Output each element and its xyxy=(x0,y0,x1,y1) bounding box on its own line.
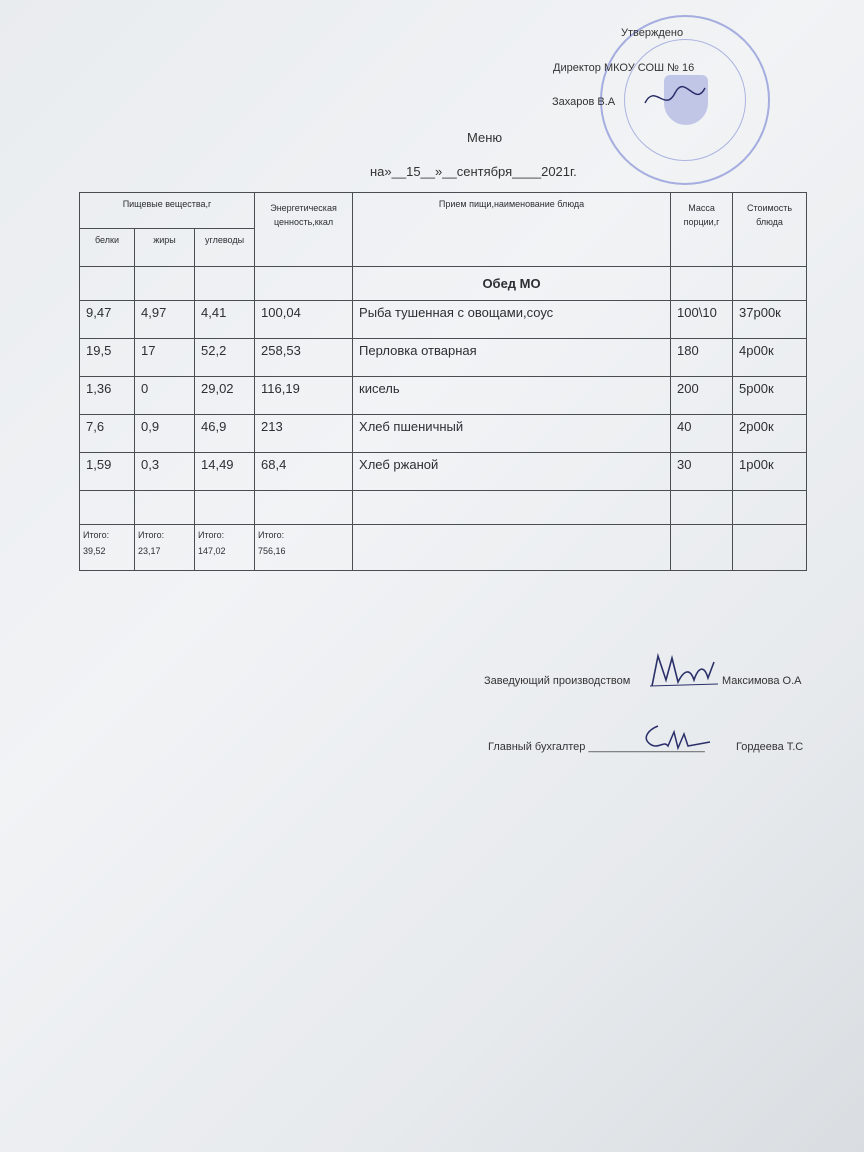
empty-cell xyxy=(135,267,195,301)
dish-cell: Перловка отварная xyxy=(353,339,671,377)
empty-cell xyxy=(255,491,353,525)
energy-cell: 213 xyxy=(255,415,353,453)
total-label: Итого: xyxy=(258,530,285,540)
approval-label: Утверждено xyxy=(621,27,684,39)
dish-cell: кисель xyxy=(353,377,671,415)
protein-cell: 1,36 xyxy=(80,377,135,415)
mass-cell: 200 xyxy=(671,377,733,415)
header-protein: белки xyxy=(80,229,135,267)
empty-cell xyxy=(733,491,807,525)
energy-cell: 116,19 xyxy=(255,377,353,415)
table-row xyxy=(80,415,807,453)
total-label: Итого: xyxy=(83,530,110,540)
empty-cell xyxy=(195,267,255,301)
energy-cell: 100,04 xyxy=(255,301,353,339)
header-nutrients: Пищевые вещества,г xyxy=(80,193,255,229)
total-carbs xyxy=(195,525,255,571)
total-label: Итого: xyxy=(138,530,165,540)
empty-cell xyxy=(733,267,807,301)
fat-cell: 0,3 xyxy=(135,453,195,491)
protein-cell: 9,47 xyxy=(80,301,135,339)
mass-cell: 40 xyxy=(671,415,733,453)
fat-cell: 0 xyxy=(135,377,195,415)
carbs-cell: 46,9 xyxy=(195,415,255,453)
menu-date: на»__15__»__сентября____2021г. xyxy=(370,164,577,179)
chief-accountant-label: Главный бухгалтер ___________________ xyxy=(488,741,705,753)
empty-cell xyxy=(195,491,255,525)
header-energy: Энергетическая ценность,ккал xyxy=(255,193,353,267)
cost-cell: 2р00к xyxy=(733,415,807,453)
empty-cell xyxy=(733,525,807,571)
energy-cell: 258,53 xyxy=(255,339,353,377)
empty-cell xyxy=(353,525,671,571)
total-protein-value: 39,52 xyxy=(83,546,106,556)
total-fat xyxy=(135,525,195,571)
total-energy xyxy=(255,525,353,571)
director-title: Директор МКОУ СОШ № 16 xyxy=(553,62,695,74)
protein-cell: 7,6 xyxy=(80,415,135,453)
production-head-signature xyxy=(648,650,720,692)
carbs-cell: 14,49 xyxy=(195,453,255,491)
mass-cell: 100\10 xyxy=(671,301,733,339)
carbs-cell: 52,2 xyxy=(195,339,255,377)
table-row xyxy=(80,453,807,491)
chief-accountant-name: Гордеева Т.С xyxy=(736,741,804,753)
empty-cell xyxy=(671,491,733,525)
menu-heading: Меню xyxy=(467,130,503,145)
total-fat-value: 23,17 xyxy=(138,546,161,556)
empty-cell xyxy=(671,525,733,571)
totals-row xyxy=(80,525,807,571)
table-row xyxy=(80,339,807,377)
total-carbs-value: 147,02 xyxy=(198,546,226,556)
director-name: Захаров В.А xyxy=(552,96,616,108)
total-label: Итого: xyxy=(198,530,225,540)
cost-cell: 37р00к xyxy=(733,301,807,339)
mass-cell: 180 xyxy=(671,339,733,377)
director-signature xyxy=(640,78,710,118)
carbs-cell: 4,41 xyxy=(195,301,255,339)
dish-cell: Рыба тушенная с овощами,соус xyxy=(353,301,671,339)
empty-cell xyxy=(80,491,135,525)
carbs-cell: 29,02 xyxy=(195,377,255,415)
fat-cell: 17 xyxy=(135,339,195,377)
cost-cell: 4р00к xyxy=(733,339,807,377)
cost-cell: 5р00к xyxy=(733,377,807,415)
protein-cell: 1,59 xyxy=(80,453,135,491)
header-fat: жиры xyxy=(135,229,195,267)
empty-cell xyxy=(255,267,353,301)
header-mass: Масса порции,г xyxy=(671,193,733,267)
chief-accountant-signature xyxy=(630,722,714,756)
table-row xyxy=(80,377,807,415)
energy-cell: 68,4 xyxy=(255,453,353,491)
header-carbs: углеводы xyxy=(195,229,255,267)
header-cost: Стоимость блюда xyxy=(733,193,807,267)
meal-title: Обед МО xyxy=(353,267,671,301)
menu-table xyxy=(79,192,807,571)
dish-cell: Хлеб ржаной xyxy=(353,453,671,491)
table-row xyxy=(80,301,807,339)
protein-cell: 19,5 xyxy=(80,339,135,377)
empty-cell xyxy=(353,491,671,525)
fat-cell: 4,97 xyxy=(135,301,195,339)
empty-cell xyxy=(671,267,733,301)
production-head-name: Максимова О.А xyxy=(722,675,802,687)
dish-cell: Хлеб пшеничный xyxy=(353,415,671,453)
total-protein xyxy=(80,525,135,571)
production-head-label: Заведующий производством xyxy=(484,675,631,687)
fat-cell: 0,9 xyxy=(135,415,195,453)
cost-cell: 1р00к xyxy=(733,453,807,491)
mass-cell: 30 xyxy=(671,453,733,491)
empty-cell xyxy=(80,267,135,301)
header-dish: Прием пищи,наименование блюда xyxy=(353,193,671,267)
empty-cell xyxy=(135,491,195,525)
total-energy-value: 756,16 xyxy=(258,546,286,556)
